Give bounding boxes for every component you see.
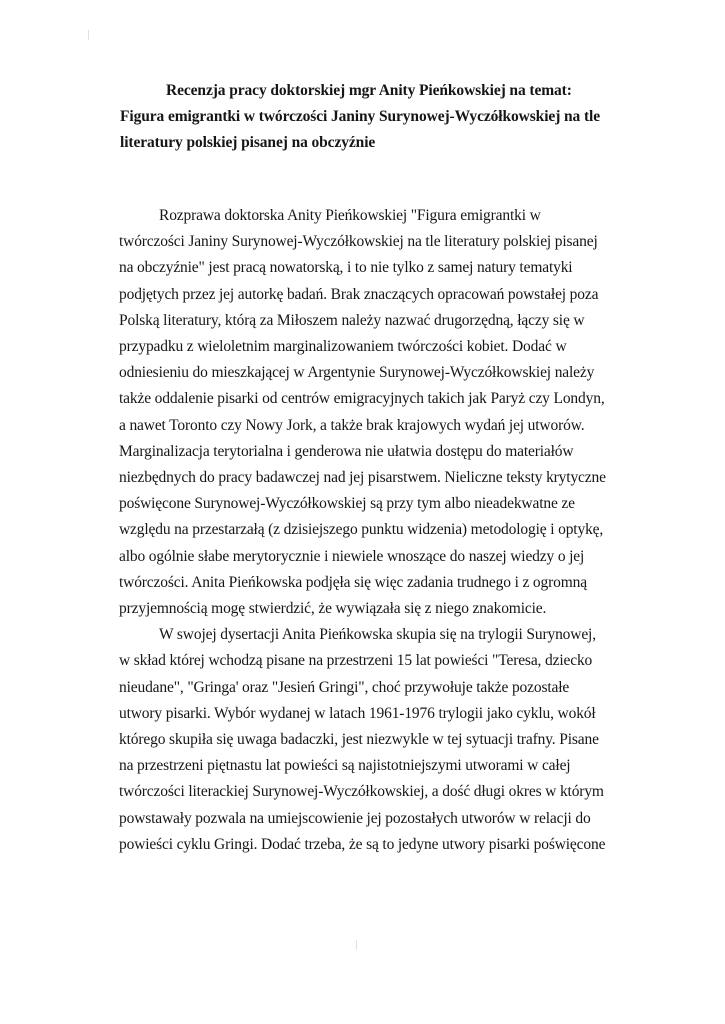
text-line: powieści cyklu Gringi. Dodać trzeba, że są to jedyne utwory pisarki poświęcone — [119, 835, 606, 853]
text-line: względu na przestarzałą (z dzisiejszego punktu widzenia) metodologię i optykę, — [119, 521, 604, 539]
text-line: przypadku z wieloletnim marginalizowaniem twórczości kobiet. Dodać w — [119, 338, 567, 356]
review-title — [120, 78, 640, 156]
text-line: twórczości literackiej Surynowej-Wyczółkowskiej, a dość długi okres w którym — [119, 783, 604, 801]
text-line: poświęcone Surynowej-Wyczółkowskiej są przy tym albo nieadekwatne ze — [119, 495, 575, 513]
text-line: twórczości. Anita Pieńkowska podjęła się więc zadania trudnego i z ogromną — [119, 573, 587, 591]
title-line: literatury polskiej pisanej na obczyźnie — [120, 134, 376, 151]
text-line: którego skupiła się uwaga badaczki, jest niezwykle w tej sytuacji trafny. Pisane — [119, 731, 599, 749]
text-line: Polską literatury, którą za Miłoszem należy nazwać drugorzędną, łączy się w — [119, 311, 585, 329]
text-line: Marginalizacja terytorialna i genderowa nie ułatwia dostępu do materiałów — [119, 442, 574, 460]
text-line: podjętych przez jej autorkę badań. Brak znaczących opracowań powstałej poza — [119, 285, 599, 303]
paragraph-1 — [119, 203, 639, 622]
text-line: Rozprawa doktorska Anity Pieńkowskiej "Figura emigrantki w — [159, 207, 541, 224]
scan-mark — [88, 30, 92, 40]
scan-mark — [356, 940, 360, 950]
text-line: twórczości Janiny Surynowej-Wyczółkowskiej na tle literatury polskiej pisanej — [119, 233, 598, 251]
text-line: a nawet Toronto czy Nowy Jork, a także brak krajowych wydań jej utworów. — [119, 416, 585, 434]
title-line: Figura emigrantki w twórczości Janiny Surynowej-Wyczółkowskiej na tle — [120, 108, 601, 125]
text-line: utwory pisarki. Wybór wydanej w latach 1961-1976 trylogii jako cyklu, wokół — [119, 704, 596, 722]
text-line: na przestrzeni piętnastu lat powieści są najistotniejszymi utworami w całej — [119, 757, 571, 775]
text-line: W swojej dysertacji Anita Pieńkowska skupia się na trylogii Surynowej, — [159, 626, 596, 644]
text-line: powstawały pozwala na umiejscowienie jej pozostałych utworów w relacji do — [119, 809, 591, 827]
text-line: na obczyźnie" jest pracą nowatorską, i to nie tylko z samej natury tematyki — [119, 259, 573, 277]
paragraph-2 — [119, 622, 639, 858]
text-line: odniesieniu do mieszkającej w Argentynie Surynowej-Wyczółkowskiej należy — [119, 364, 595, 382]
text-line: nieudane", "Gringa' oraz "Jesień Gringi", choć przywołuje także pozostałe — [119, 678, 570, 696]
title-line: Recenzja pracy doktorskiej mgr Anity Pieńkowskiej na temat: — [166, 82, 572, 99]
text-line: albo ogólnie słabe merytorycznie i niewiele wnoszące do naszej wiedzy o jej — [119, 547, 585, 565]
text-line: niezbędnych do pracy badawczej nad jej pisarstwem. Nieliczne teksty krytyczne — [119, 469, 606, 487]
text-line: także oddalenie pisarki od centrów emigracyjnych takich jak Paryż czy Londyn, — [119, 390, 605, 408]
text-line: w skład której wchodzą pisane na przestrzeni 15 lat powieści "Teresa, dziecko — [119, 652, 593, 670]
review-body — [119, 203, 639, 858]
text-line: przyjemnością mogę stwierdzić, że wywiązała się z niego znakomicie. — [119, 600, 547, 618]
